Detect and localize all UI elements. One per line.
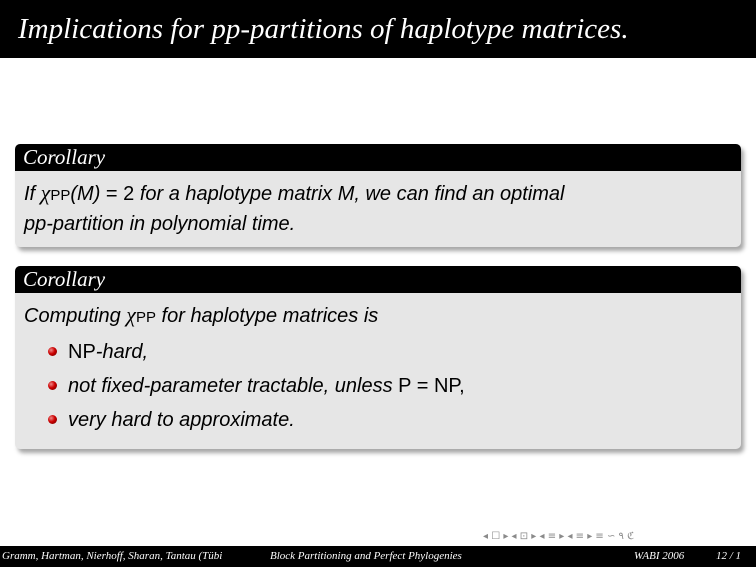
list-item	[24, 406, 731, 434]
footer-venue: WABI 2006	[634, 550, 685, 562]
approx-text: very hard to approximate.	[68, 409, 295, 431]
footer-page-number: 12 / 1	[716, 550, 742, 562]
title-bar	[0, 0, 756, 58]
block-body	[15, 171, 741, 247]
footer-talk-title: Block Partitioning and Perfect Phylogenies	[270, 550, 462, 562]
bullet-icon	[48, 415, 57, 424]
intro-b: for haplotype matrices is	[155, 305, 379, 327]
chi-symbol: χ	[126, 302, 136, 327]
intro-a: Computing	[24, 305, 127, 327]
bullet-icon	[48, 347, 57, 356]
comma: ,	[459, 375, 465, 397]
chi-subscript: PP	[50, 187, 71, 204]
block-heading: Corollary	[15, 144, 741, 171]
list-item	[24, 338, 731, 366]
chi-subscript: PP	[135, 309, 156, 326]
bullet-list	[24, 338, 731, 434]
chi-symbol: χ	[40, 180, 51, 205]
corollary-block-2	[15, 266, 741, 449]
slide-title: Implications for pp-partitions of haplotype matrices.	[18, 13, 629, 45]
text-equals: = 2	[100, 183, 140, 205]
footer-authors: Gramm, Hartman, Nierhoff, Sharan, Tantau (Tübi	[2, 550, 223, 562]
bullet-icon	[48, 381, 57, 390]
hard-text: -hard,	[95, 341, 149, 363]
text-m: (M)	[70, 183, 101, 205]
navigation-symbols[interactable]: ◂ ☐ ▸ ◂ ⊡ ▸ ◂ ≡ ▸ ◂ ≡ ▸ ≡ ∽ ۹ ℭ	[483, 531, 635, 542]
p-equals-np: P = NP	[398, 375, 460, 397]
list-item	[24, 372, 731, 400]
text-if: If	[24, 183, 41, 205]
np-text: NP	[68, 341, 96, 363]
text-line2: pp-partition in polynomial time.	[24, 213, 296, 235]
block-heading: Corollary	[15, 266, 741, 293]
fpt-text: not fixed-parameter tractable, unless	[68, 375, 399, 397]
footer-bar	[0, 546, 756, 567]
corollary-block-1	[15, 144, 741, 247]
text-line1: for a haplotype matrix M, we can find an optimal	[139, 183, 565, 205]
block-body	[15, 293, 741, 449]
